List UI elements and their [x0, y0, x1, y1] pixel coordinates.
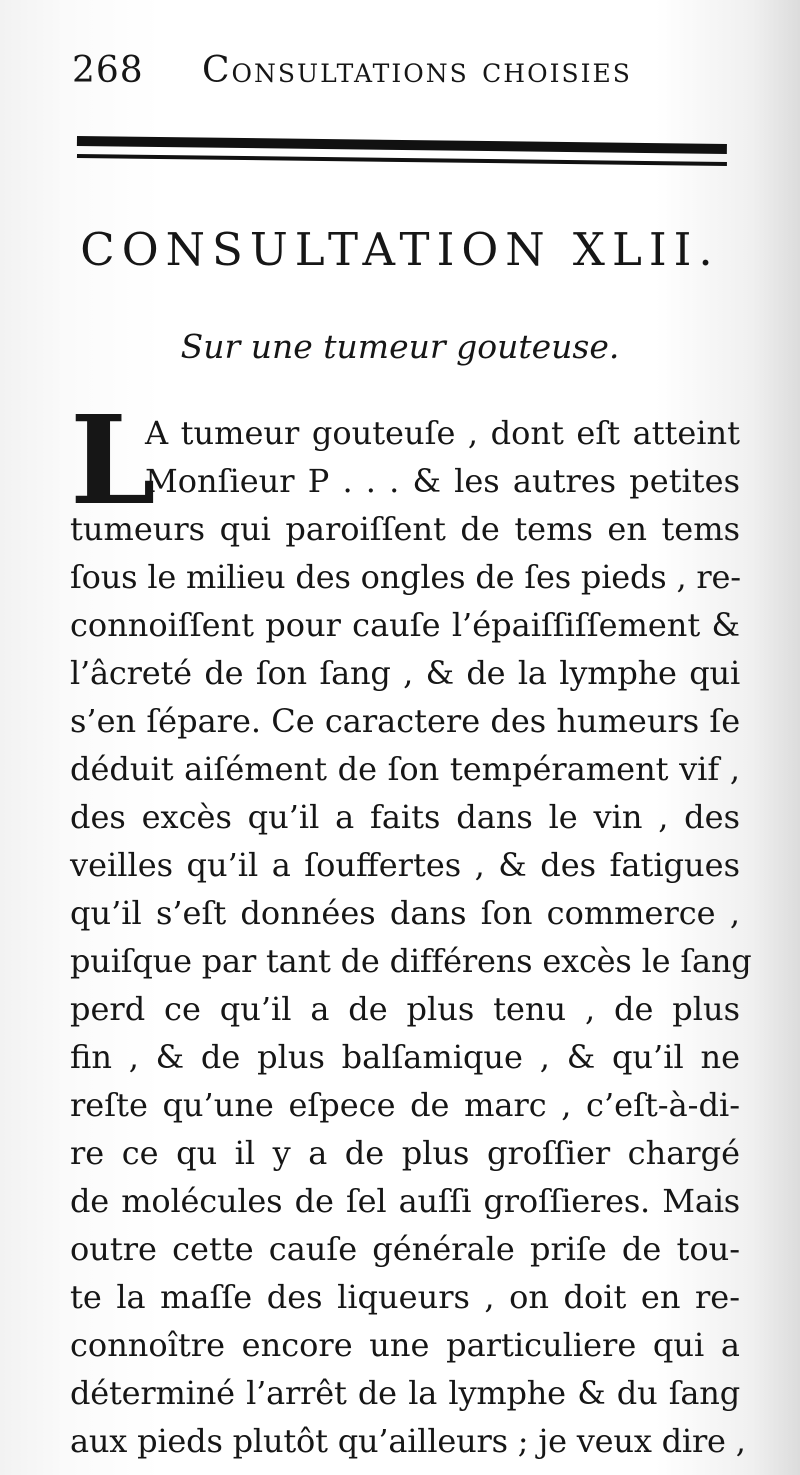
- text-line-8: déduit aiſément de ſon tempérament vif ,: [70, 750, 740, 788]
- text-line-16: re ce qu il y a de plus groſſier chargé: [70, 1134, 740, 1172]
- running-header: [72, 46, 752, 96]
- drop-cap-letter: L: [70, 388, 156, 532]
- text-line-19: te la maſſe des liqueurs , on doit en re-: [70, 1278, 740, 1316]
- text-line-17: de molécules de ſel auſſi groſſieres. Mais: [70, 1182, 740, 1220]
- text-line-9: des excès qu’il a faits dans le vin , des: [70, 798, 740, 836]
- text-line-18: outre cette cauſe générale priſe de tou-: [70, 1230, 740, 1268]
- text-line-14: fin , & de plus balſamique , & qu’il ne: [70, 1038, 740, 1076]
- text-line-10: veilles qu’il a ſouffertes , & des fatigues: [70, 846, 740, 884]
- header-rule-thin: [77, 154, 727, 166]
- header-double-rule: [77, 136, 727, 170]
- text-line-4: ſous le milieu des ongles de ſes pieds , re-: [70, 558, 741, 596]
- header-rule-thick: [77, 136, 727, 154]
- text-line-12: puiſque par tant de différens excès le ſang: [70, 942, 752, 980]
- consultation-title: CONSULTATION XLII.: [80, 223, 720, 276]
- text-line-5: connoiſſent pour cauſe l’épaiſſiſſement &: [70, 606, 740, 644]
- text-line-11: qu’il s’eſt données dans ſon commerce ,: [70, 894, 740, 932]
- consultation-subtitle: Sur une tumeur gouteuse.: [180, 327, 620, 366]
- text-line-13: perd ce qu’il a de plus tenu , de plus: [70, 990, 740, 1028]
- text-line-1: A tumeur gouteuſe , dont eſt atteint: [145, 414, 740, 452]
- text-line-20: connoître encore une particuliere qui a: [70, 1326, 740, 1364]
- running-title: Consultations choisies: [202, 50, 632, 91]
- text-line-3: tumeurs qui paroiſſent de tems en tems: [70, 510, 740, 548]
- text-line-7: s’en ſépare. Ce caractere des humeurs ſe: [70, 702, 741, 740]
- text-line-21: déterminé l’arrêt de la lymphe & du ſang: [70, 1374, 740, 1412]
- text-line-2: Monſieur P . . . & les autres petites: [145, 462, 740, 500]
- text-line-15: reſte qu’une eſpece de marc , c’eſt-à-di-: [70, 1086, 740, 1124]
- text-line-22: aux pieds plutôt qu’ailleurs ; je veux dire ,: [70, 1422, 746, 1460]
- text-line-6: l’âcreté de ſon ſang , & de la lymphe qui: [70, 654, 740, 692]
- page-number: 268: [72, 50, 144, 91]
